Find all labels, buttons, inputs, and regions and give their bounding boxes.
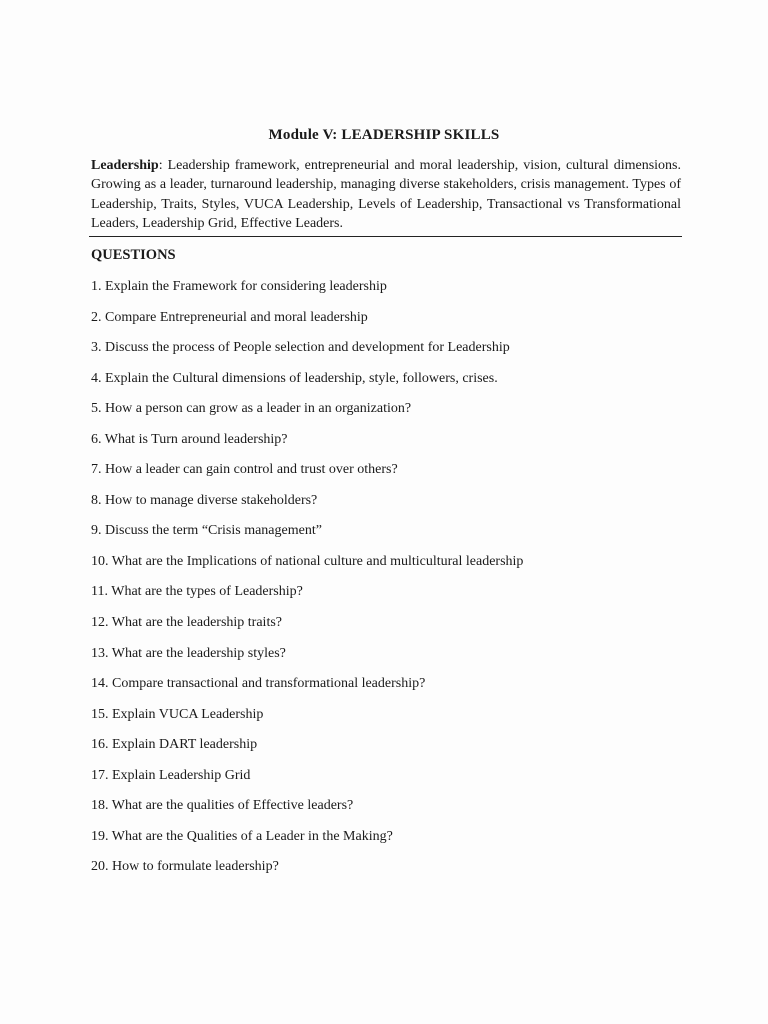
question-item: 10. What are the Implications of national culture and multicultural leadership [91, 553, 524, 569]
question-item: 19. What are the Qualities of a Leader in the Making? [91, 828, 393, 844]
page-title: Module V: LEADERSHIP SKILLS [268, 127, 500, 143]
questions-heading: QUESTIONS [91, 247, 176, 263]
question-item: 20. How to formulate leadership? [91, 859, 279, 875]
question-item: 9. Discuss the term “Crisis management” [91, 523, 322, 539]
question-item: 2. Compare Entrepreneurial and moral leadership [91, 309, 368, 325]
questions-list [91, 277, 691, 888]
question-item: 15. Explain VUCA Leadership [91, 706, 264, 722]
question-item: 13. What are the leadership styles? [91, 645, 286, 661]
question-item: 7. How a leader can gain control and trust over others? [91, 462, 398, 478]
syllabus-paragraph [91, 156, 681, 233]
syllabus-body: : Leadership framework, entrepreneurial and moral leadership, vision, cultural dimensions. Growing as a leader, turnaround leadership, managing diverse stakeholders, crisis management. Types of Leadership, Traits, Styles, VUCA Leadership, Levels of Leadership, Transactional vs Transformational Leaders, Leadership Grid, Effective Leaders. [91, 158, 681, 231]
question-item: 4. Explain the Cultural dimensions of leadership, style, followers, crises. [91, 370, 498, 386]
question-item: 12. What are the leadership traits? [91, 615, 282, 631]
question-item: 14. Compare transactional and transformational leadership? [91, 676, 426, 692]
horizontal-divider [89, 236, 682, 237]
question-item: 6. What is Turn around leadership? [91, 431, 288, 447]
question-item: 3. Discuss the process of People selection and development for Leadership [91, 340, 510, 356]
syllabus-lead: Leadership [91, 158, 159, 173]
question-item: 1. Explain the Framework for considering leadership [91, 279, 387, 294]
question-item: 5. How a person can grow as a leader in an organization? [91, 401, 412, 417]
question-item: 11. What are the types of Leadership? [91, 584, 303, 600]
question-item: 16. Explain DART leadership [91, 737, 258, 753]
question-item: 17. Explain Leadership Grid [91, 767, 251, 783]
question-item: 8. How to manage diverse stakeholders? [91, 492, 318, 508]
question-item: 18. What are the qualities of Effective leaders? [91, 798, 354, 814]
